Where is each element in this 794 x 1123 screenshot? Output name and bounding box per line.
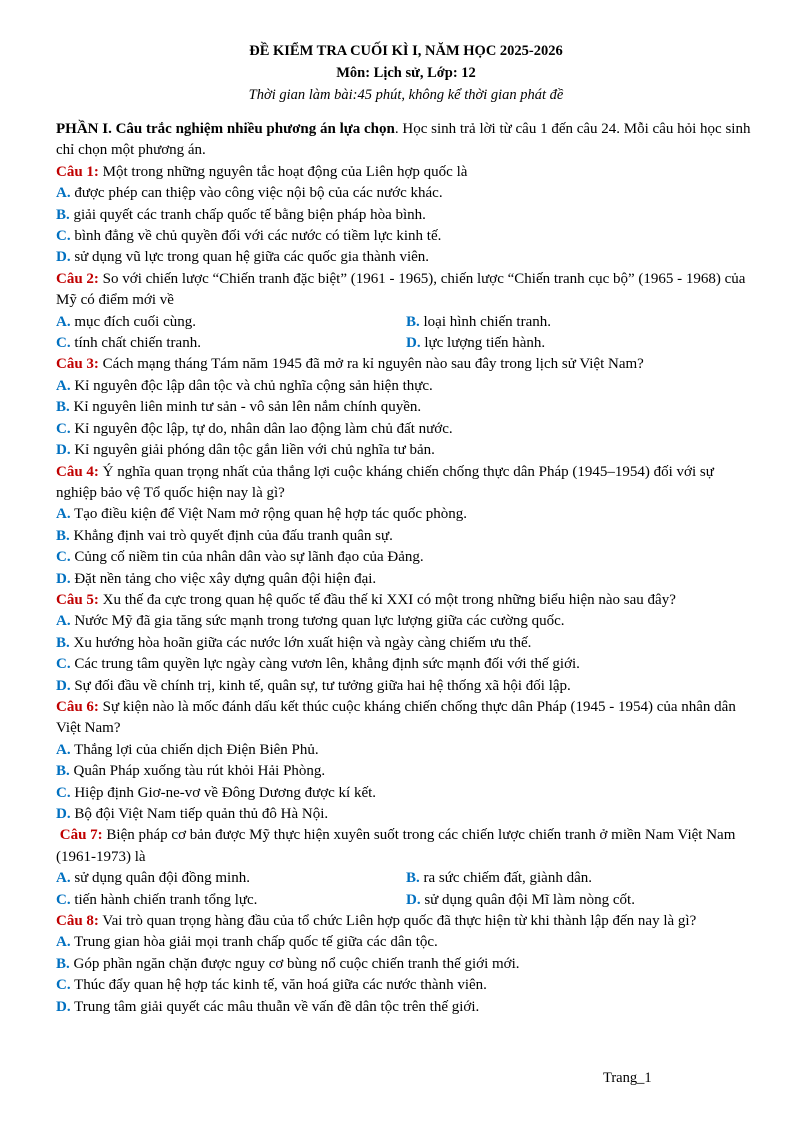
- option-label: A.: [56, 313, 71, 330]
- question-text: Vai trò quan trọng hàng đầu của tổ chức Liên hợp quốc đã thực hiện từ khi thành lập đến nay là gì?: [102, 913, 697, 930]
- option-text: Quân Pháp xuống tàu rút khỏi Hải Phòng.: [73, 763, 326, 780]
- question-text: Một trong những nguyên tắc hoạt động của Liên hợp quốc là: [102, 163, 468, 180]
- part-title: PHẦN I. Câu trắc nghiệm nhiều phương án lựa chọn: [56, 121, 395, 137]
- answer-option[interactable]: [56, 954, 756, 975]
- option-label: D.: [56, 998, 71, 1015]
- option-text: tiến hành chiến tranh tổng lực.: [74, 891, 258, 908]
- option-text: giải quyết các tranh chấp quốc tế bằng biện pháp hòa bình.: [73, 206, 426, 223]
- answer-option[interactable]: [56, 633, 756, 654]
- option-row: [56, 890, 756, 911]
- option-text: Củng cố niềm tin của nhân dân vào sự lãnh đạo của Đảng.: [74, 549, 424, 566]
- answer-option[interactable]: [406, 868, 756, 889]
- option-label: C.: [56, 891, 71, 908]
- option-text: Kỉ nguyên độc lập dân tộc và chủ nghĩa cộng sản hiện thực.: [74, 377, 433, 394]
- answer-option[interactable]: [56, 504, 756, 525]
- question-text: So với chiến lược “Chiến tranh đặc biệt” (1961 - 1965), chiến lược “Chiến tranh cục bộ” (1965 - 1968) của Mỹ có điểm mới về: [56, 270, 746, 309]
- option-text: loại hình chiến tranh.: [423, 313, 551, 330]
- option-text: được phép can thiệp vào công việc nội bộ của các nước khác.: [74, 185, 443, 202]
- option-label: C.: [56, 228, 71, 245]
- question-stem: [56, 590, 756, 611]
- option-text: sử dụng quân đội Mĩ làm nòng cốt.: [424, 891, 635, 908]
- part-heading: [56, 119, 756, 162]
- answer-option[interactable]: [56, 440, 756, 461]
- option-label: C.: [56, 784, 71, 801]
- answer-option[interactable]: [56, 761, 756, 782]
- answer-option[interactable]: [56, 740, 756, 761]
- option-text: Góp phần ngăn chặn được nguy cơ bùng nổ cuộc chiến tranh thế giới mới.: [73, 955, 520, 972]
- answer-option[interactable]: [56, 183, 756, 204]
- option-text: Các trung tâm quyền lực ngày càng vươn lên, khẳng định sức mạnh đối với thế giới.: [74, 656, 580, 673]
- option-label: C.: [56, 335, 71, 352]
- answer-option[interactable]: [406, 890, 756, 911]
- option-label: A.: [56, 934, 71, 951]
- answer-option[interactable]: [56, 547, 756, 568]
- answer-option[interactable]: [56, 783, 756, 804]
- option-label: D.: [56, 806, 71, 822]
- option-label: A.: [56, 870, 71, 887]
- exam-time: Thời gian làm bài:45 phút, không kể thời gian phát đề: [248, 87, 564, 103]
- option-label: B.: [406, 870, 420, 887]
- option-text: sử dụng vũ lực trong quan hệ giữa các quốc gia thành viên.: [74, 249, 430, 266]
- question-stem: [56, 462, 756, 505]
- question-text: Sự kiện nào là mốc đánh dấu kết thúc cuộc kháng chiến chống thực dân Pháp (1945 - 1954) của nhân dân Việt Nam?: [56, 698, 736, 737]
- question-text: Biện pháp cơ bản được Mỹ thực hiện xuyên suốt trong các chiến lược chiến tranh ở miền Nam Việt Nam (1961-1973) là: [56, 827, 736, 865]
- question-label: Câu 6:: [56, 698, 99, 715]
- option-text: Trung gian hòa giải mọi tranh chấp quốc tế giữa các dân tộc.: [74, 934, 438, 951]
- option-label: D.: [406, 891, 421, 908]
- option-row: [56, 312, 756, 333]
- option-text: Xu hướng hòa hoãn giữa các nước lớn xuất hiện và ngày càng chiếm ưu thế.: [73, 634, 532, 651]
- option-text: Thắng lợi của chiến dịch Điện Biên Phủ.: [74, 741, 319, 758]
- option-text: Trung tâm giải quyết các mâu thuẫn về vấn đề dân tộc trên thế giới.: [74, 998, 480, 1015]
- option-label: A.: [56, 185, 71, 202]
- option-label: A.: [56, 506, 71, 523]
- option-label: D.: [56, 442, 71, 459]
- option-text: bình đẳng về chủ quyền đối với các nước có tiềm lực kinh tế.: [74, 228, 442, 245]
- answer-option[interactable]: [56, 205, 756, 226]
- option-label: B.: [406, 313, 420, 330]
- option-label: B.: [56, 527, 70, 544]
- question-label: Câu 8:: [56, 913, 99, 930]
- option-label: C.: [56, 420, 71, 437]
- option-row: [56, 868, 756, 889]
- exam-content: [56, 119, 756, 1018]
- page-number: Trang_1: [603, 1070, 652, 1086]
- option-label: D.: [56, 570, 71, 587]
- option-text: ra sức chiếm đất, giành dân.: [423, 870, 593, 887]
- answer-option[interactable]: [56, 397, 756, 418]
- answer-option[interactable]: [56, 676, 756, 697]
- option-label: C.: [56, 549, 71, 566]
- question-text: Cách mạng tháng Tám năm 1945 đã mở ra kỉ nguyên nào sau đây trong lịch sử Việt Nam?: [102, 356, 644, 373]
- answer-option[interactable]: [56, 932, 756, 953]
- question-stem: [56, 269, 756, 312]
- question-stem: [56, 354, 756, 375]
- option-text: tính chất chiến tranh.: [74, 335, 201, 352]
- option-text: lực lượng tiến hành.: [424, 335, 546, 352]
- answer-option[interactable]: [406, 312, 756, 333]
- question-label: Câu 1:: [56, 163, 99, 180]
- option-text: Kỉ nguyên độc lập, tự do, nhân dân lao động làm chủ đất nước.: [74, 420, 453, 437]
- option-label: C.: [56, 656, 71, 673]
- exam-title: ĐỀ KIỂM TRA CUỐI KÌ I, NĂM HỌC 2025-2026: [249, 43, 563, 59]
- question-label: Câu 2:: [56, 270, 99, 287]
- option-text: Thúc đẩy quan hệ hợp tác kinh tế, văn hoá giữa các nước thành viên.: [74, 977, 487, 994]
- answer-option[interactable]: [56, 247, 756, 268]
- question-stem: [56, 162, 756, 183]
- question-stem: [56, 911, 756, 932]
- exam-header: [56, 40, 756, 106]
- question-stem: [56, 697, 756, 740]
- option-label: D.: [56, 677, 71, 694]
- question-stem: [56, 825, 756, 868]
- question-label: Câu 7:: [59, 827, 103, 844]
- answer-option[interactable]: [56, 975, 756, 996]
- exam-subject: Môn: Lịch sử, Lớp: 12: [336, 65, 476, 81]
- option-row: [56, 333, 756, 354]
- answer-option[interactable]: [56, 804, 756, 825]
- option-text: Đặt nền tảng cho việc xây dựng quân đội hiện đại.: [74, 570, 377, 587]
- option-label: B.: [56, 399, 70, 416]
- answer-option[interactable]: [56, 419, 756, 440]
- option-text: Tạo điều kiện để Việt Nam mở rộng quan hệ hợp tác quốc phòng.: [74, 506, 468, 523]
- option-text: Bộ đội Việt Nam tiếp quản thủ đô Hà Nội.: [74, 806, 329, 822]
- part-instruction: . Học sinh trả lời từ câu 1 đến câu 24. Mỗi câu hỏi học sinh chỉ chọn một phương án.: [56, 121, 751, 159]
- option-text: Hiệp định Giơ-ne-vơ về Đông Dương được kí kết.: [74, 784, 377, 801]
- option-text: Nước Mỹ đã gia tăng sức mạnh trong tương quan lực lượng giữa các cường quốc.: [74, 613, 565, 630]
- answer-option[interactable]: [56, 654, 756, 675]
- option-label: C.: [56, 977, 71, 994]
- question-label: Câu 4:: [56, 463, 99, 480]
- option-label: D.: [406, 335, 421, 352]
- answer-option[interactable]: [56, 526, 756, 547]
- answer-option[interactable]: [56, 611, 756, 632]
- option-label: B.: [56, 206, 70, 223]
- answer-option[interactable]: [56, 376, 756, 397]
- option-label: A.: [56, 613, 71, 630]
- option-label: B.: [56, 763, 70, 780]
- answer-option[interactable]: [56, 312, 406, 333]
- answer-option[interactable]: [56, 333, 406, 354]
- option-label: B.: [56, 955, 70, 972]
- answer-option[interactable]: [56, 226, 756, 247]
- answer-option[interactable]: [56, 868, 406, 889]
- answer-option[interactable]: [406, 333, 756, 354]
- answer-option[interactable]: [56, 569, 756, 590]
- exam-page: [56, 40, 756, 1018]
- answer-option[interactable]: [56, 997, 756, 1018]
- option-label: A.: [56, 741, 71, 758]
- question-label: Câu 5:: [56, 591, 99, 608]
- answer-option[interactable]: [56, 890, 406, 911]
- question-text: Xu thế đa cực trong quan hệ quốc tế đầu thế kỉ XXI có một trong những biểu hiện nào sau đây?: [102, 591, 676, 608]
- option-text: Kỉ nguyên giải phóng dân tộc gắn liền với chủ nghĩa tư bản.: [74, 442, 435, 459]
- option-text: Kỉ nguyên liên minh tư sản - vô sản lên nắm chính quyền.: [73, 399, 422, 416]
- option-text: Sự đối đầu về chính trị, kinh tế, quân sự, tư tưởng giữa hai hệ thống xã hội đối lập.: [74, 677, 571, 694]
- option-label: B.: [56, 634, 70, 651]
- option-text: sử dụng quân đội đồng minh.: [74, 870, 250, 887]
- option-text: Khẳng định vai trò quyết định của đấu tranh quân sự.: [73, 527, 393, 544]
- option-label: A.: [56, 377, 71, 394]
- option-text: mục đích cuối cùng.: [74, 313, 196, 330]
- question-text: Ý nghĩa quan trọng nhất của thắng lợi cuộc kháng chiến chống thực dân Pháp (1945–1954) đối với sự nghiệp bảo vệ Tổ quốc hiện nay là gì?: [56, 463, 714, 501]
- question-label: Câu 3:: [56, 356, 99, 373]
- option-label: D.: [56, 249, 71, 266]
